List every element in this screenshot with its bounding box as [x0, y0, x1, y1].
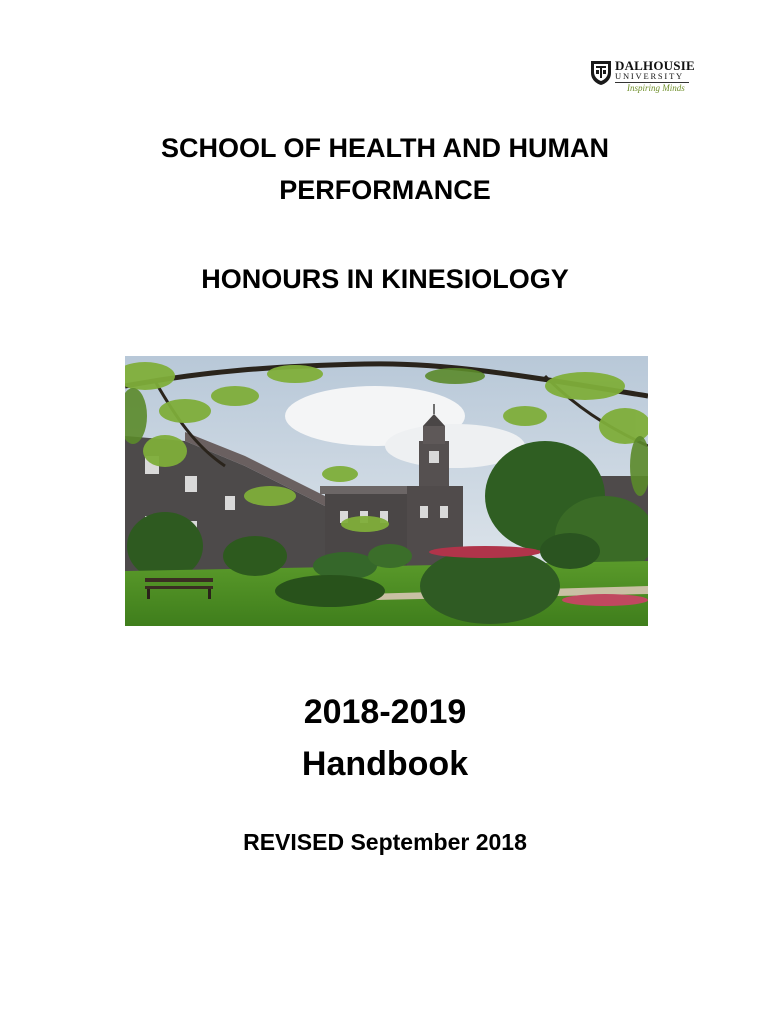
campus-photo: [125, 356, 648, 626]
university-logo: [590, 58, 700, 94]
handbook-label: Handbook: [301, 745, 469, 783]
handbook-year: 2018-2019: [303, 693, 467, 731]
logo-subtitle: UNIVERSITY: [615, 71, 684, 81]
logo-tagline: Inspiring Minds: [627, 83, 685, 93]
program-title: HONOURS IN KINESIOLOGY: [201, 264, 569, 294]
revision-note: REVISED September 2018: [243, 829, 527, 855]
school-title-line2: PERFORMANCE: [279, 175, 491, 205]
logo-name: DALHOUSIE: [615, 58, 695, 73]
crest-icon: [590, 60, 612, 86]
school-title-line1: SCHOOL OF HEALTH AND HUMAN: [161, 133, 609, 163]
